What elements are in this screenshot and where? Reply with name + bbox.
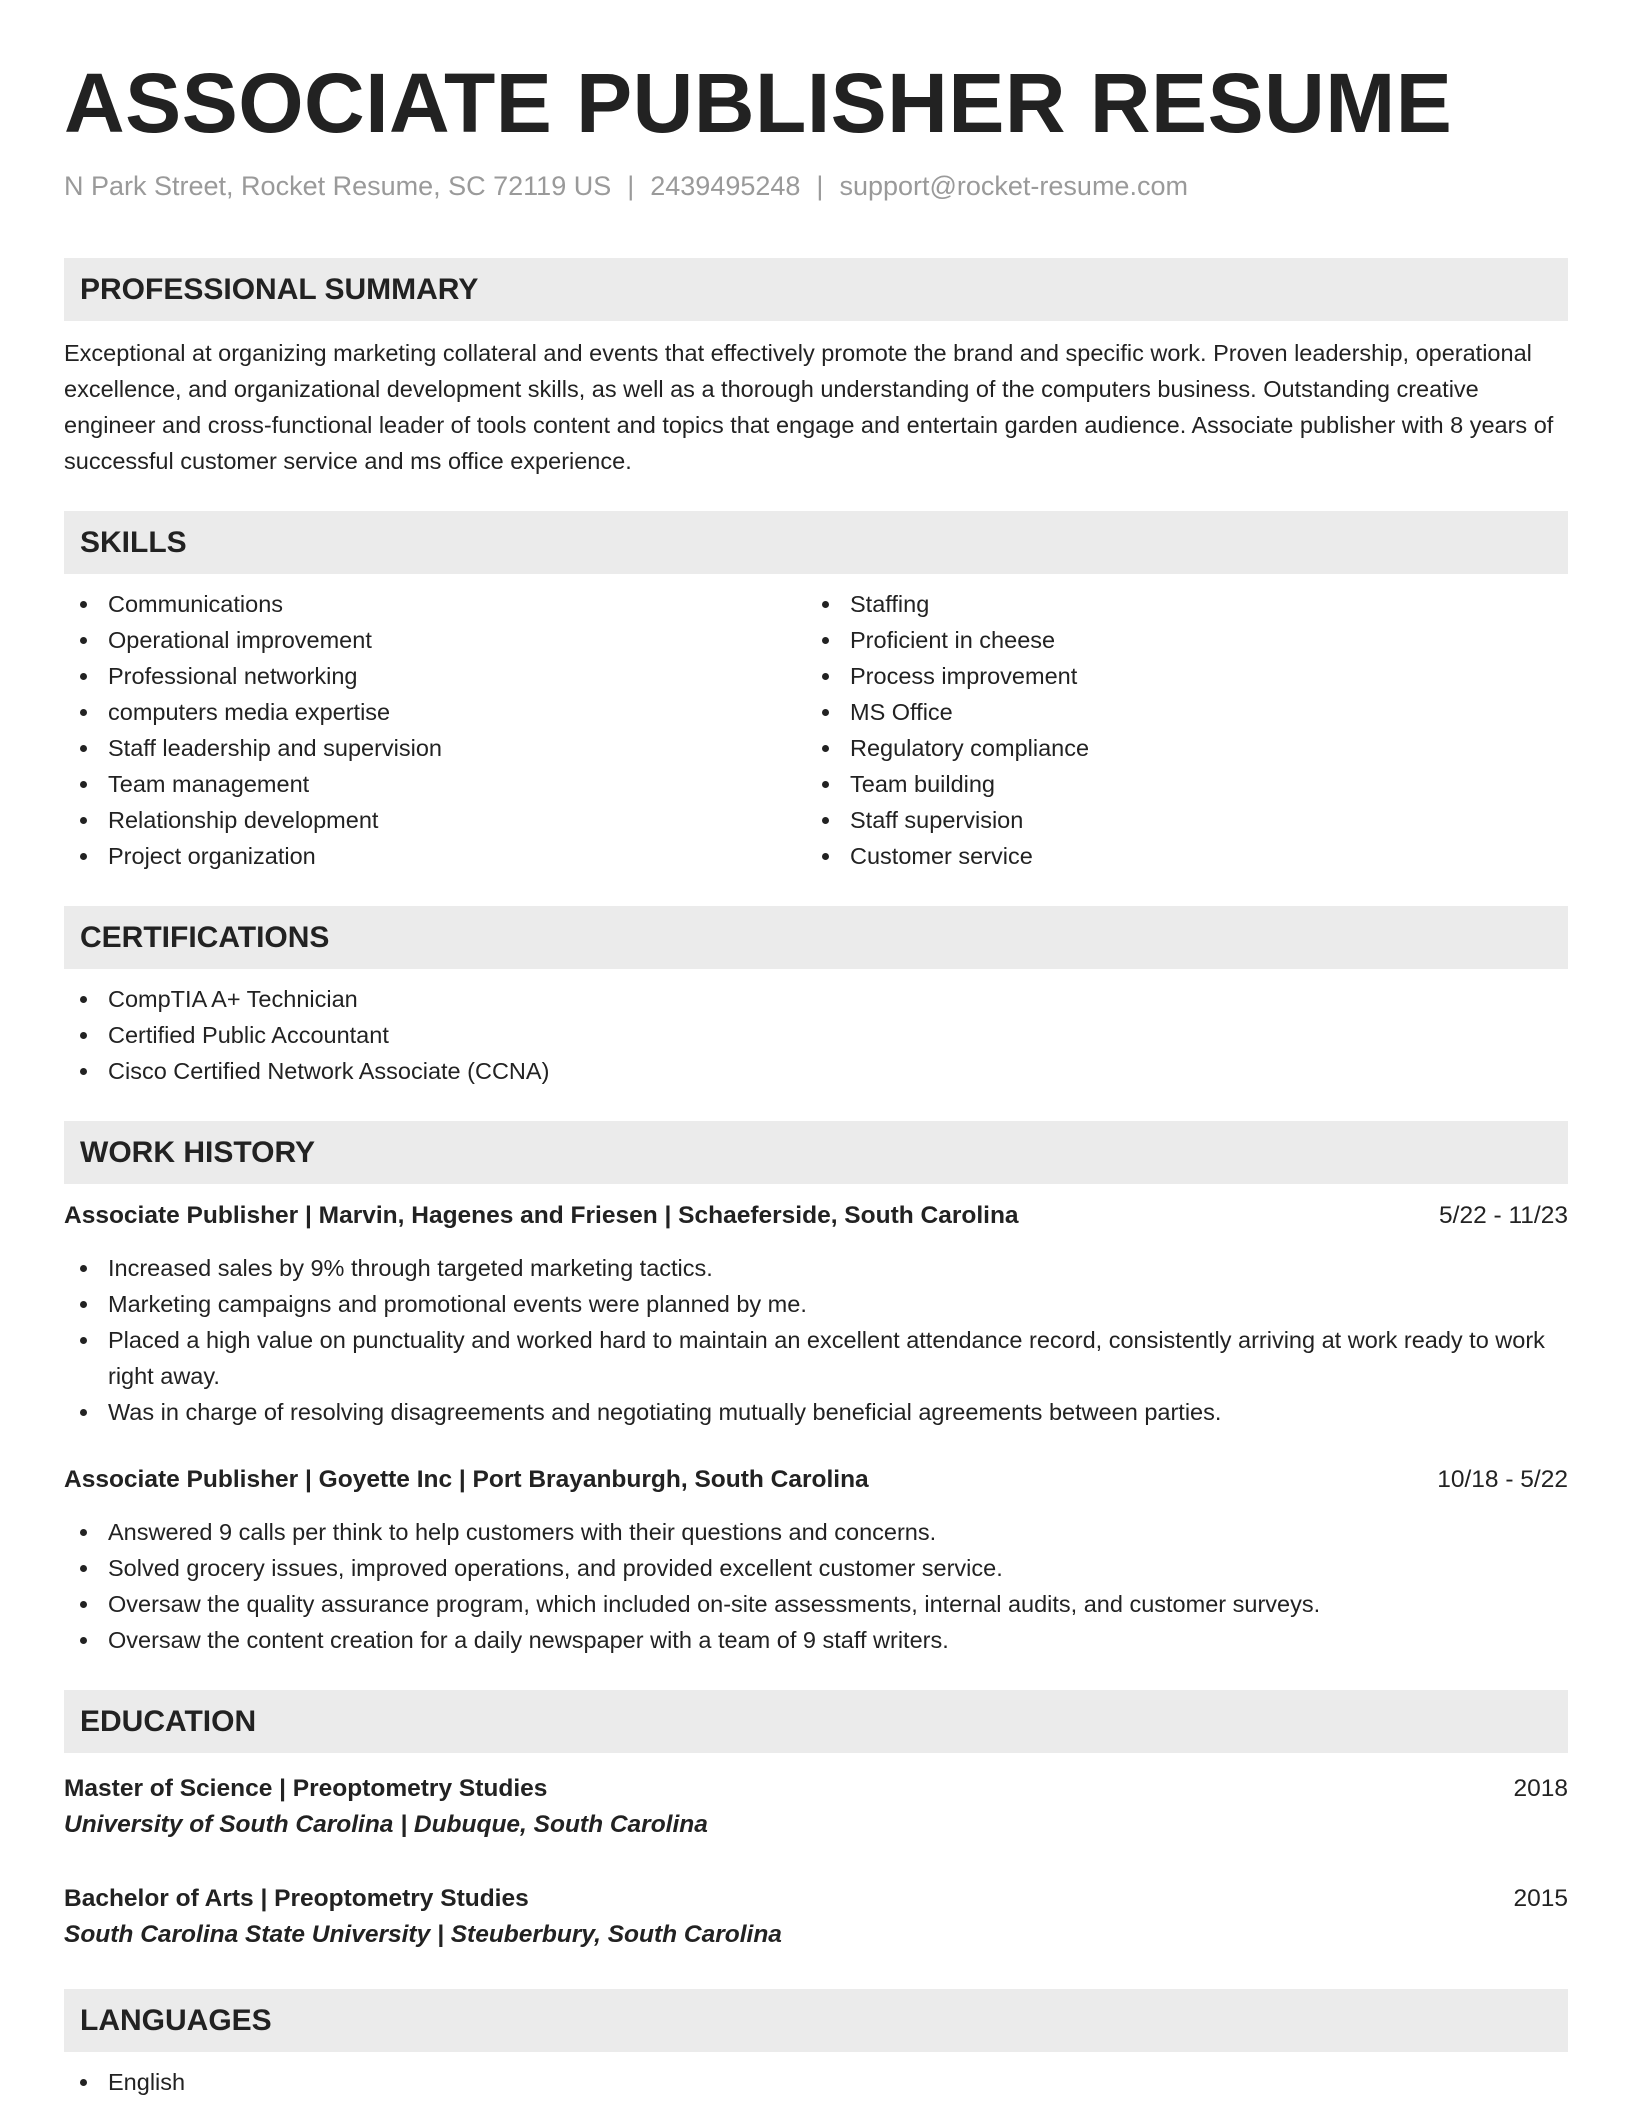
skill-item: Proficient in cheese [806,622,1548,658]
section-heading-certifications: CERTIFICATIONS [64,906,1568,969]
certification-item: CompTIA A+ Technician [64,981,1568,1017]
section-heading-work-history: WORK HISTORY [64,1121,1568,1184]
job-bullets [64,1514,1568,1658]
section-heading-education: EDUCATION [64,1690,1568,1753]
language-item: English [64,2064,1568,2100]
contact-line [64,166,1568,206]
skill-item: Staffing [806,586,1548,622]
skills-columns [64,586,1568,874]
languages-list [64,2064,1568,2100]
resume-page [64,0,1568,2100]
resume-title: ASSOCIATE PUBLISHER RESUME [64,56,1453,150]
contact-separator: | [816,171,824,201]
contact-separator: | [627,171,635,201]
skill-item: Communications [64,586,806,622]
skill-item: Operational improvement [64,622,806,658]
job-bullet: Answered 9 calls per think to help customers with their questions and concerns. [64,1514,1568,1550]
skill-item: Regulatory compliance [806,730,1548,766]
certification-item: Cisco Certified Network Associate (CCNA) [64,1053,1568,1089]
skill-item: computers media expertise [64,694,806,730]
job-dates: 5/22 - 11/23 [1439,1202,1568,1229]
skill-item: MS Office [806,694,1548,730]
contact-email: support@rocket-resume.com [839,171,1188,201]
job-entry [64,1198,1568,1430]
education-year: 2018 [1513,1775,1568,1802]
education-degree: Bachelor of Arts | Preoptometry Studies [64,1885,529,1912]
education-header [64,1881,1568,1917]
job-entry [64,1462,1568,1658]
job-header [64,1462,1568,1498]
section-heading-skills: SKILLS [64,511,1568,574]
section-heading-summary: PROFESSIONAL SUMMARY [64,258,1568,321]
education-school: South Carolina State University | Steuberbury, South Carolina [64,1921,782,1948]
section-heading-languages: LANGUAGES [64,1989,1568,2052]
education-entry [64,1771,1568,1843]
skill-item: Staff supervision [806,802,1548,838]
job-bullet: Oversaw the content creation for a daily newspaper with a team of 9 staff writers. [64,1622,1568,1658]
job-title: Associate Publisher | Marvin, Hagenes and Friesen | Schaeferside, South Carolina [64,1202,1019,1229]
summary-text: Exceptional at organizing marketing collateral and events that effectively promote the brand and specific work. Proven leadership, operational excellence, and organizational development skills, as well as a thorough understanding of the computers business. Outstanding creative engineer and cross-functional leader of tools content and topics that engage and entertain garden audience. Associate publisher with 8 years of successful customer service and ms office experience. [64,340,1554,474]
contact-phone: 2439495248 [650,171,801,201]
education-school: University of South Carolina | Dubuque, South Carolina [64,1811,708,1838]
education-year: 2015 [1513,1885,1568,1912]
education-degree: Master of Science | Preoptometry Studies [64,1775,548,1802]
skills-list-right [806,586,1548,874]
skills-list-left [64,586,806,874]
education-entry [64,1881,1568,1953]
skill-item: Team management [64,766,806,802]
job-bullets [64,1250,1568,1430]
job-dates: 10/18 - 5/22 [1437,1466,1568,1493]
contact-address: N Park Street, Rocket Resume, SC 72119 US [64,171,612,201]
certifications-list [64,981,1568,1089]
certification-item: Certified Public Accountant [64,1017,1568,1053]
education-header [64,1771,1568,1807]
job-bullet: Oversaw the quality assurance program, which included on-site assessments, internal audits, and customer surveys. [64,1586,1568,1622]
job-bullet: Increased sales by 9% through targeted marketing tactics. [64,1250,1568,1286]
job-title: Associate Publisher | Goyette Inc | Port Brayanburgh, South Carolina [64,1466,869,1493]
job-header [64,1198,1568,1234]
skill-item: Customer service [806,838,1548,874]
skill-item: Team building [806,766,1548,802]
skill-item: Relationship development [64,802,806,838]
skill-item: Process improvement [806,658,1548,694]
job-bullet: Placed a high value on punctuality and worked hard to maintain an excellent attendance record, consistently arriving at work ready to work right away. [64,1322,1568,1394]
skill-item: Staff leadership and supervision [64,730,806,766]
job-bullet: Was in charge of resolving disagreements and negotiating mutually beneficial agreements between parties. [64,1394,1568,1430]
skill-item: Professional networking [64,658,806,694]
job-bullet: Solved grocery issues, improved operations, and provided excellent customer service. [64,1550,1568,1586]
job-bullet: Marketing campaigns and promotional events were planned by me. [64,1286,1568,1322]
skill-item: Project organization [64,838,806,874]
